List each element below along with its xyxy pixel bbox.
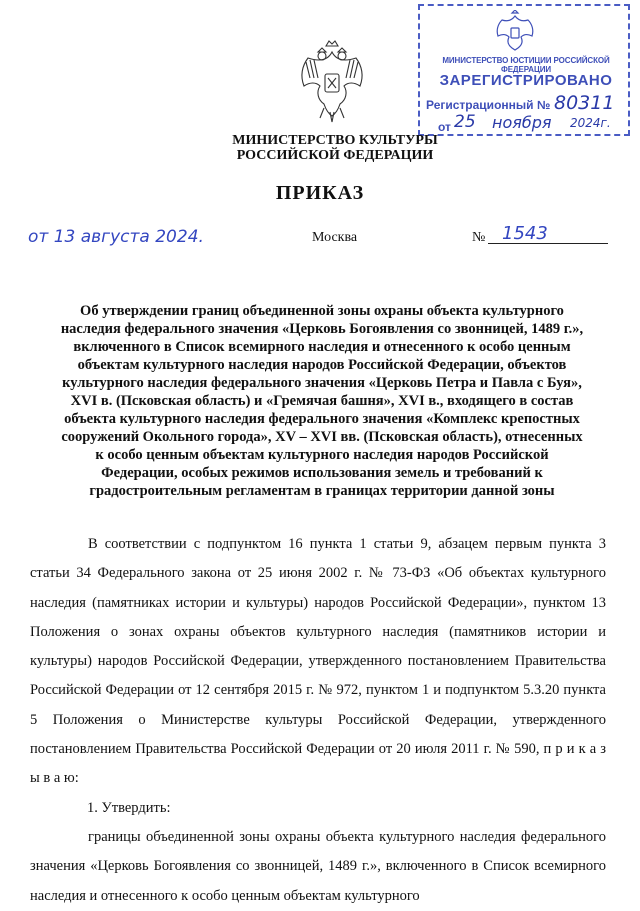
body-paragraph-2: границы объединенной зоны охраны объекта культурного наследия федерального значения «Церковь Богоявления со звонницей, 1489 г.», включенного в Список всемирного наследия и отнесенного к особо ценным объектам культурного bbox=[30, 828, 606, 904]
stamp-registered: ЗАРЕГИСТРИРОВАНО bbox=[439, 72, 613, 89]
coat-of-arms-icon bbox=[296, 38, 368, 124]
order-body bbox=[30, 530, 606, 911]
order-date: от 13 августа 2024. bbox=[28, 227, 204, 247]
document-type: ПРИКАЗ bbox=[275, 182, 365, 204]
order-number-label: № bbox=[472, 230, 486, 245]
stamp-ministry: МИНИСТЕРСТВО ЮСТИЦИИ РОССИЙСКОЙ ФЕДЕРАЦИИ bbox=[442, 56, 610, 74]
stamp-year: 2024г. bbox=[570, 116, 611, 130]
order-number: 1543 bbox=[502, 223, 548, 244]
order-city: Москва bbox=[312, 230, 358, 245]
stamp-reg-label: Регистрационный № bbox=[426, 98, 551, 112]
registration-stamp bbox=[418, 4, 630, 136]
stamp-date-prefix: от bbox=[438, 120, 451, 134]
issuing-ministry: МИНИСТЕРСТВО КУЛЬТУРЫ РОССИЙСКОЙ ФЕДЕРАЦИИ bbox=[232, 133, 438, 163]
stamp-day: 25 bbox=[454, 112, 476, 132]
body-item-1: 1. Утвердить: bbox=[87, 799, 171, 816]
order-title: Об утверждении границ объединенной зоны охраны объекта культурного наследия федерального значения «Церковь Богоявления со звонницей, 1489 г.», включенного в Список всемирного наследия и отнесенного к особо ценным объектам культурного наследия народов Российской Федерации, объектов культурного наследия федерального значения «Церковь Петра и Павла с Буя», XVI в. (Псковская область) и «Гремячая башня», XVI в., входящего в состав объекта культурного наследия федерального значения «Комплекс крепостных сооружений Окольного города», XV – XVI вв. (Псковская область), отнесенных к особо ценным объектам культурного наследия народов Российской Федерации, особых режимов использования земель и требований к градостроительным регламентам в границах территории данной зоны bbox=[60, 303, 584, 499]
stamp-month: ноября bbox=[492, 113, 552, 132]
stamp-eagle-emblem bbox=[492, 10, 538, 52]
body-paragraph-1: В соответствии с подпунктом 16 пункта 1 статьи 9, абзацем первым пункта 3 статьи 34 Федерального закона от 25 июня 2002 г. № 73-ФЗ «Об объектах культурного наследия (памятниках истории и культуры) народов Российской Федерации», пунктом 13 Положения о зонах охраны объектов культурного наследия (памятников истории и культуры) народов Российской Федерации, утвержденного постановлением Правительства Российской Федерации от 12 сентября 2015 г. № 972, пунктом 1 и подпунктом 5.3.20 пункта 5 Положения о Министерстве культуры Российской Федерации, утвержденного постановлением Правительства Российской Федерации от 20 июля 2011 г. № 590, п р и к а з ы в а ю: bbox=[30, 536, 606, 787]
stamp-reg-number: 80311 bbox=[554, 92, 615, 114]
